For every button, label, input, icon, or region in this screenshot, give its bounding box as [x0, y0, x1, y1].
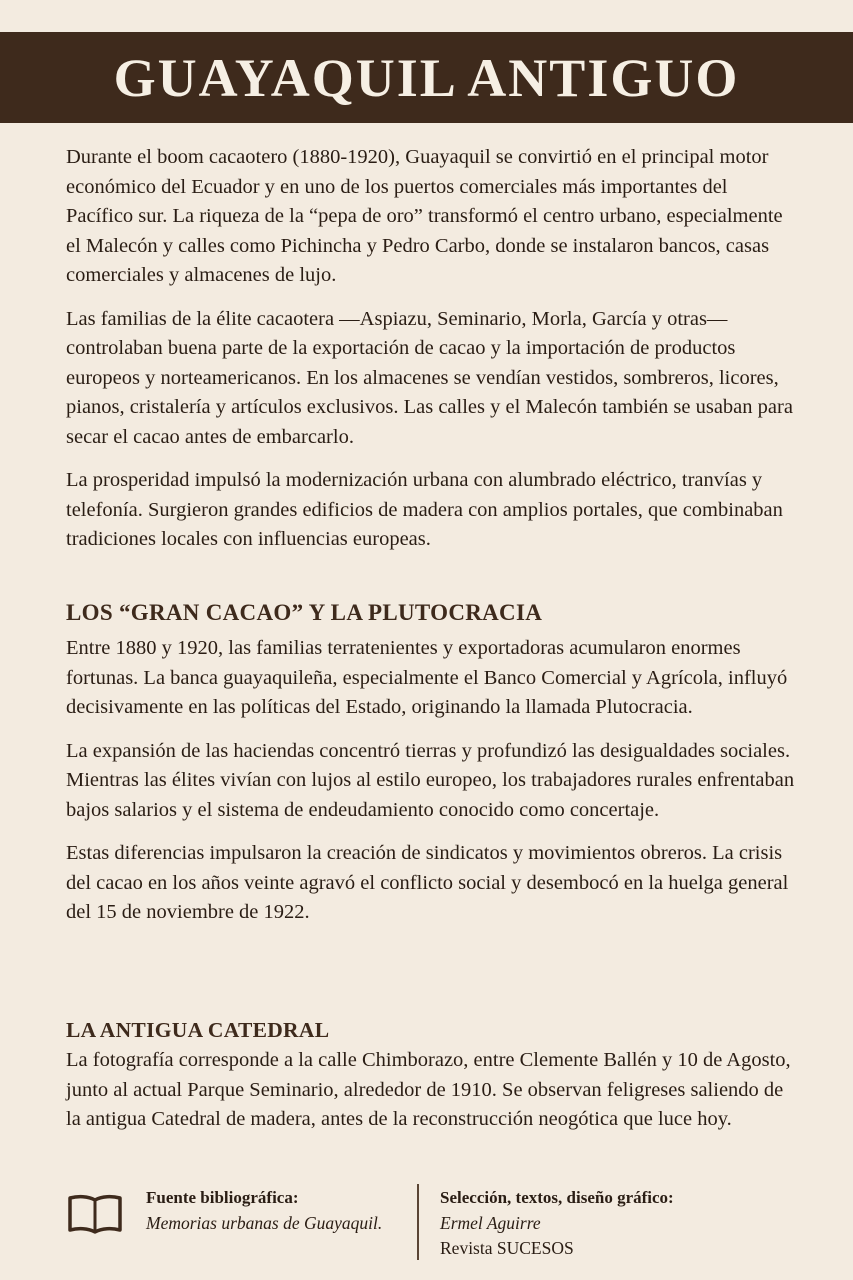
cathedral-heading: LA ANTIGUA CATEDRAL — [66, 1018, 330, 1042]
plutocracy-paragraph-1: Entre 1880 y 1920, las familias terratenientes y exportadoras acumularon enormes fortunas. La banca guayaquileña, especialmente el Banco Comercial y Agrícola, influyó decisivamente en las políticas del Estado, originando la llamada Plutocracia. — [66, 637, 788, 718]
title-banner — [0, 32, 853, 123]
plutocracy-paragraph-3: Estas diferencias impulsaron la creación de sindicatos y movimientos obreros. La crisis del cacao en los años veinte agravó el conflicto social y desembocó en la huelga general del 15 de noviembre de 1922. — [66, 842, 789, 923]
plutocracy-paragraph-2: La expansión de las haciendas concentró tierras y profundizó las desigualdades sociales. Mientras las élites vivían con lujos al estilo europeo, los trabajadores rurales enfrentaban bajos salarios y el sistema de endeudamiento conocido como concertaje. — [66, 739, 795, 821]
source-block — [146, 1186, 382, 1236]
source-value: Memorias urbanas de Guayaquil. — [146, 1213, 383, 1233]
page-title: GUAYAQUIL ANTIGUO — [113, 47, 740, 108]
footer-divider — [417, 1184, 419, 1260]
plutocracy-section — [66, 600, 796, 942]
credit-block — [440, 1186, 674, 1260]
plutocracy-heading: LOS “GRAN CACAO” Y LA PLUTOCRACIA — [66, 600, 543, 625]
book-icon — [66, 1194, 124, 1234]
credit-label: Selección, textos, diseño gráfico: — [440, 1188, 674, 1207]
intro-paragraph-3: La prosperidad impulsó la modernización urbana con alumbrado eléctrico, tranvías y telefonía. Surgieron grandes edificios de madera con amplios portales, que combinaban tradiciones locales con influencias europeas. — [66, 469, 783, 550]
source-label: Fuente bibliográfica: — [146, 1188, 299, 1207]
intro-paragraph-1: Durante el boom cacaotero (1880-1920), Guayaquil se convirtió en el principal motor económico del Ecuador y en uno de los puertos comerciales más importantes del Pacífico sur. La riqueza de la “pepa de oro” transformó el centro urbano, especialmente el Malecón y calles como Pichincha y Pedro Carbo, donde se instalaron bancos, casas comerciales y almacenes de lujo. — [66, 146, 783, 286]
cathedral-section — [66, 1018, 796, 1149]
footer — [66, 1184, 806, 1264]
credit-org: Revista SUCESOS — [440, 1238, 574, 1258]
credit-author: Ermel Aguirre — [440, 1213, 541, 1233]
intro-paragraph-2: Las familias de la élite cacaotera —Aspiazu, Seminario, Morla, García y otras— controlaban buena parte de la exportación de cacao y la importación de productos europeos y norteamericanos. En los almacenes se vendían vestidos, sombreros, licores, pianos, cristalería y artículos exclusivos. Las calles y el Malecón también se usaban para secar el cacao antes de embarcarlo. — [66, 307, 793, 448]
cathedral-paragraph: La fotografía corresponde a la calle Chimborazo, entre Clemente Ballén y 10 de Agosto, junto al actual Parque Seminario, alrededor de 1910. Se observan feligreses saliendo de la antigua Catedral de madera, antes de la reconstrucción neogótica que luce hoy. — [66, 1049, 791, 1130]
intro-section — [66, 143, 796, 569]
